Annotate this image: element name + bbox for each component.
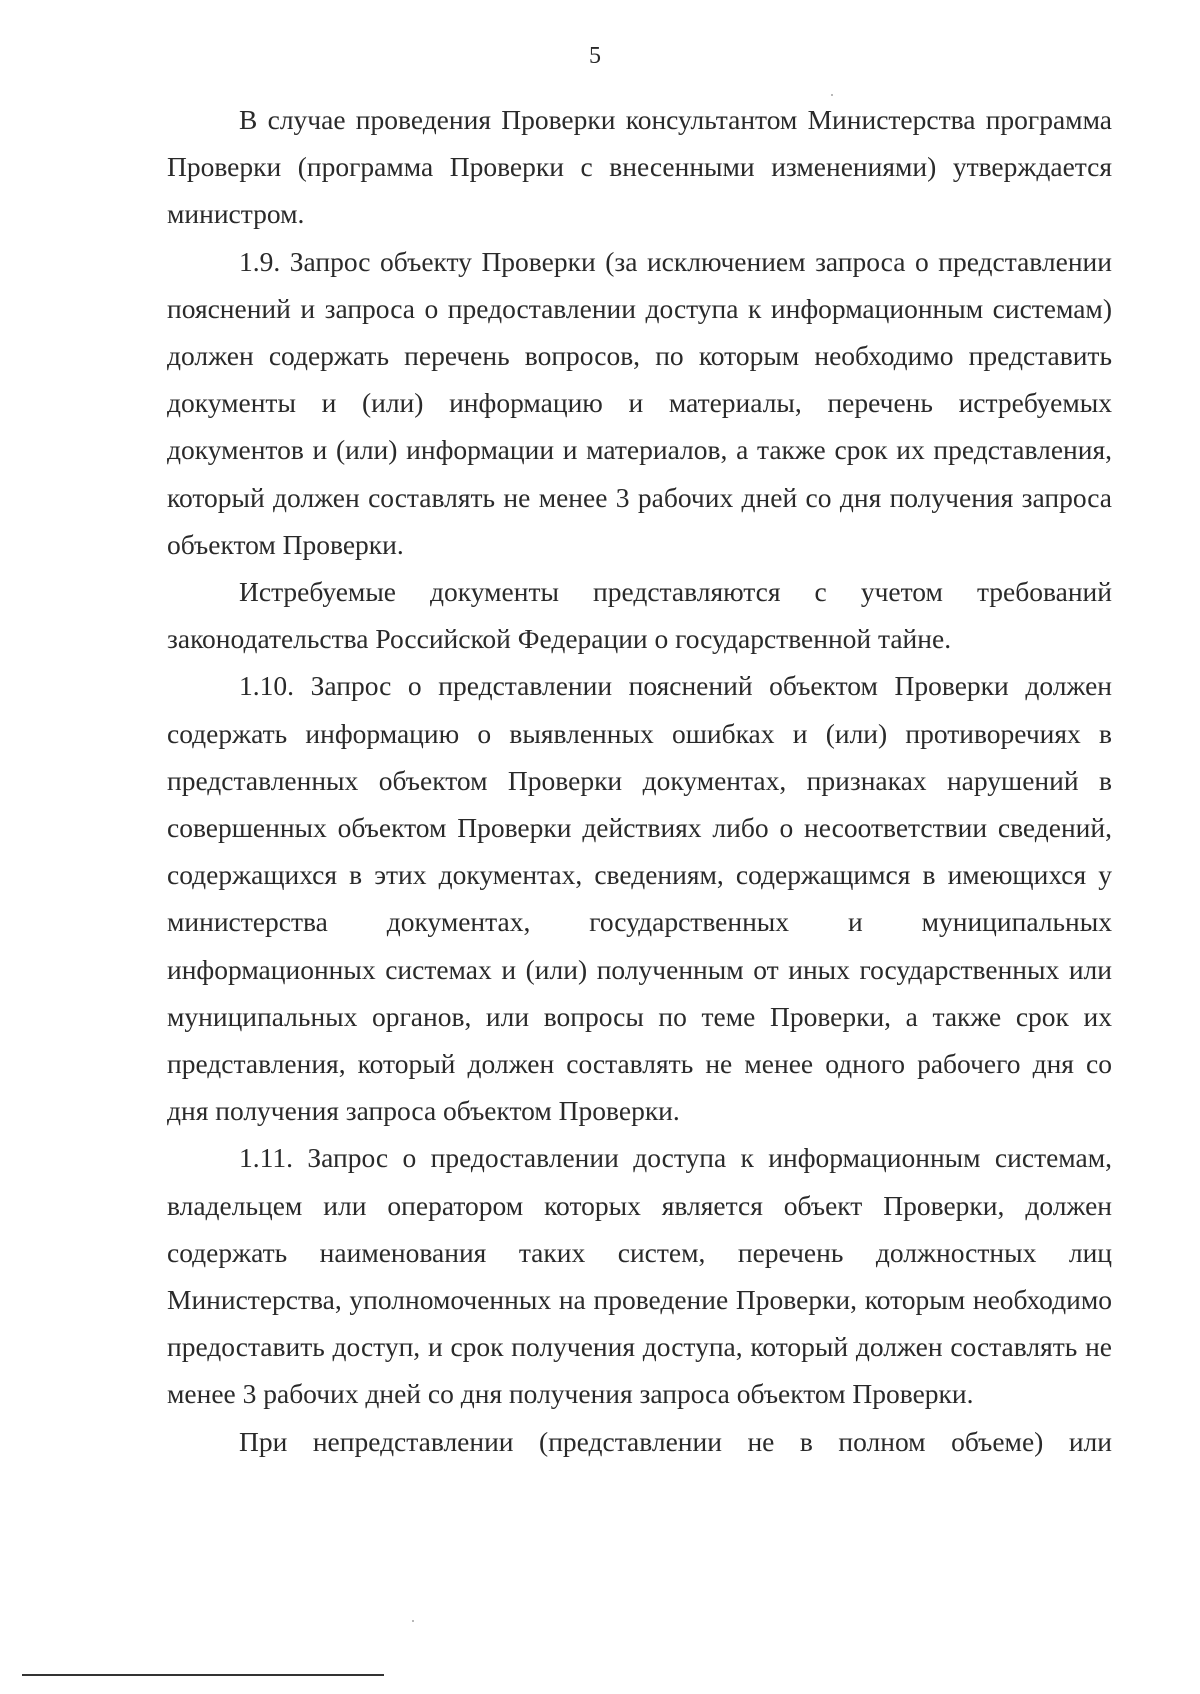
page-number: 5 [589,43,601,69]
scan-speck-bottom [412,1620,414,1622]
paragraph-1-9-request-content: 1.9. Запрос объекту Проверки (за исключением запроса о представлении пояснений и запроса о предоставлении доступа к информационным системам) должен содержать перечень вопросов, по которым необходимо представить документы и (или) информацию и материалы, перечень истребуемых документов и (или) информации и материалов, а также срок их представления, который должен составлять не менее 3 рабочих дней со дня получения запроса объектом Проверки. [167,245,1112,560]
paragraph-1-10-explanations-request: 1.10. Запрос о представлении пояснений объектом Проверки должен содержать информацию о выявленных ошибках и (или) противоречиях в представленных объектом Проверки документах, признаках нарушений в совершенных объектом Проверки действиях либо о несоответствии сведений, содержащихся в этих документах, сведениям, содержащимся в имеющихся у министерства документах, государственных и муниципальных информационных системах и (или) полученным от иных государственных или муниципальных органов, или вопросы по теме Проверки, а также срок их представления, который должен составлять не менее одного рабочего дня со дня получения запроса объектом Проверки. [167,670,1112,1127]
paragraph-1-11-access-request: 1.11. Запрос о предоставлении доступа к информационным системам, владельцем или оператором которых является объект Проверки, должен содержать наименования таких систем, перечень должностных лиц Министерства, уполномоченных на проведение Проверки, которым необходимо предоставить доступ, и срок получения доступа, который должен составлять не менее 3 рабочих дней со дня получения запроса объектом Проверки. [167,1142,1112,1410]
paragraph-non-submission: При непредставлении (представлении не в полном объеме) или [239,1425,1112,1457]
document-body [167,96,1112,1465]
paragraph-consultant-approval: В случае проведения Проверки консультантом Министерства программа Проверки (программа Проверки с внесенными изменениями) утверждается министром. [167,104,1112,230]
scan-speck-top [831,94,833,96]
paragraph-state-secret: Истребуемые документы представляются с учетом требований законодательства Российской Федерации о государственной тайне. [167,576,1112,655]
footer-rule [22,1674,384,1676]
